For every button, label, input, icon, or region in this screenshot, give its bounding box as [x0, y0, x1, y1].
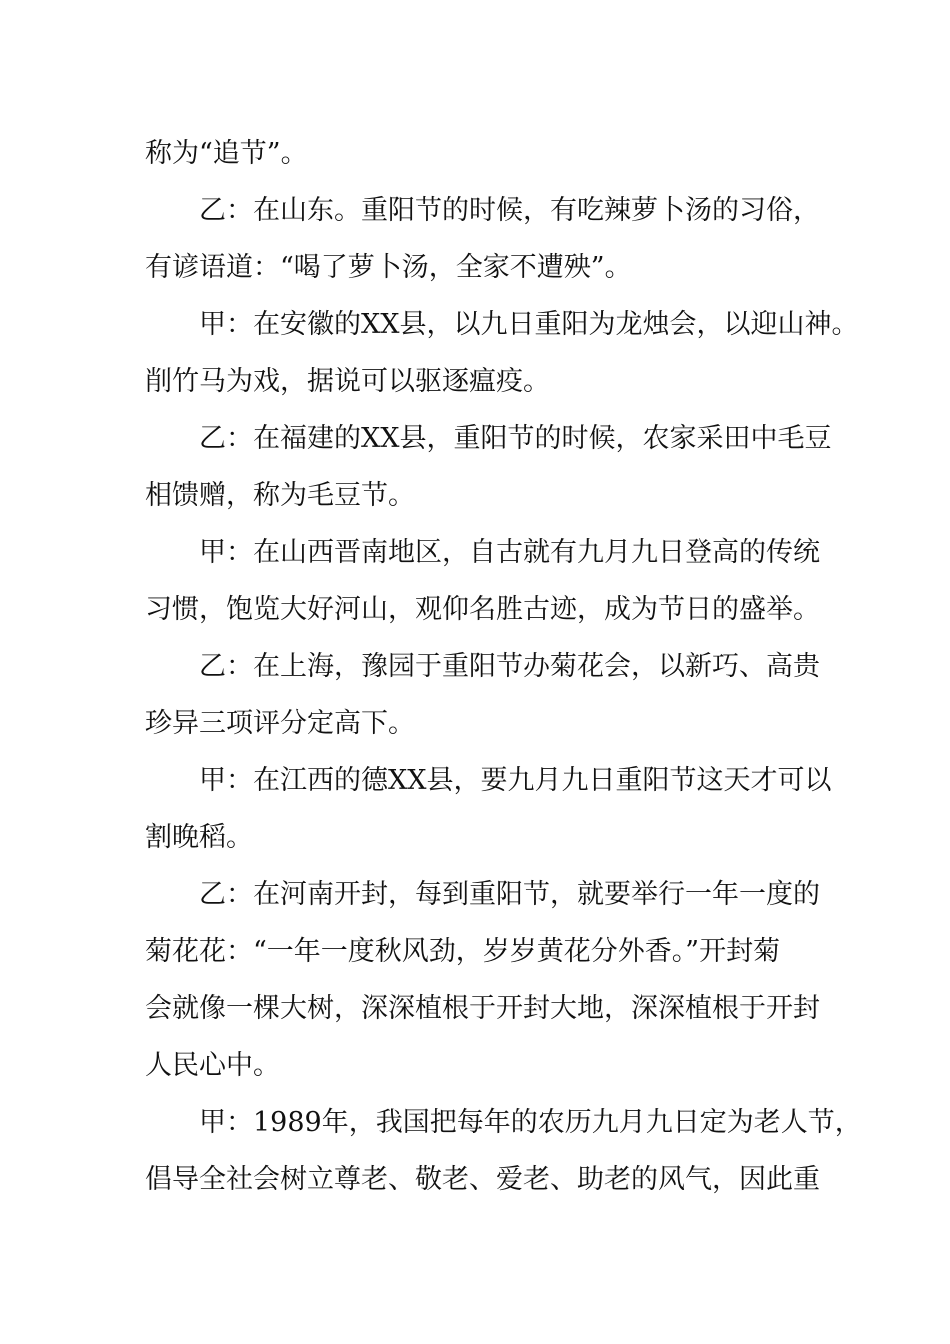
paragraph-first-line: [0, 875, 950, 915]
text-line-content: 乙：在河南开封，每到重阳节，就要举行一年一度的: [199, 879, 820, 910]
text-line-content: 甲：1989年，我国把每年的农历九月九日定为老人节，: [199, 1107, 862, 1138]
text-line: [0, 932, 950, 972]
text-line: [0, 476, 950, 516]
paragraph-first-line: [0, 305, 950, 345]
text-line-content: 倡导全社会树立尊老、敬老、爱老、助老的风气，因此重: [145, 1164, 820, 1195]
text-line: [0, 248, 950, 288]
paragraph-first-line: [0, 647, 950, 687]
paragraph-first-line: [0, 191, 950, 231]
text-line-content: 人民心中。: [145, 1050, 280, 1081]
paragraph-first-line: [0, 761, 950, 801]
text-line-content: 削竹马为戏，据说可以驱逐瘟疫。: [145, 366, 550, 397]
text-line: [0, 818, 950, 858]
text-line-content: 割晚稻。: [145, 822, 253, 853]
text-line-content: 菊花花：“一年一度秋风劲，岁岁黄花分外香。”开封菊: [145, 936, 781, 967]
text-line: [0, 134, 950, 174]
text-line-content: 乙：在福建的XX县，重阳节的时候，农家采田中毛豆: [199, 423, 832, 454]
text-line-content: 乙：在山东。重阳节的时候，有吃辣萝卜汤的习俗，: [199, 195, 820, 226]
text-line: [0, 704, 950, 744]
text-line: [0, 362, 950, 402]
text-line-content: 称为“追节”。: [145, 138, 308, 169]
text-line-content: 甲：在山西晋南地区，自古就有九月九日登高的传统: [199, 537, 820, 568]
text-line: [0, 590, 950, 630]
text-line-content: 相馈赠，称为毛豆节。: [145, 480, 415, 511]
paragraph-first-line: [0, 533, 950, 573]
text-line-content: 珍异三项评分定高下。: [145, 708, 415, 739]
text-line-content: 习惯，饱览大好河山，观仰名胜古迹，成为节日的盛举。: [145, 594, 820, 625]
text-line-content: 甲：在江西的德XX县，要九月九日重阳节这天才可以: [199, 765, 832, 796]
paragraph-first-line: [0, 419, 950, 459]
text-line: [0, 1046, 950, 1086]
text-line-content: 乙：在上海，豫园于重阳节办菊花会，以新巧、高贵: [199, 651, 820, 682]
text-line: [0, 1160, 950, 1200]
text-line-content: 甲：在安徽的XX县，以九日重阳为龙烛会，以迎山神。: [199, 309, 859, 340]
text-line: [0, 989, 950, 1029]
text-line-content: 会就像一棵大树，深深植根于开封大地，深深植根于开封: [145, 993, 820, 1024]
text-line-content: 有谚语道：“喝了萝卜汤，全家不遭殃”。: [145, 252, 632, 283]
paragraph-first-line: [0, 1103, 950, 1143]
